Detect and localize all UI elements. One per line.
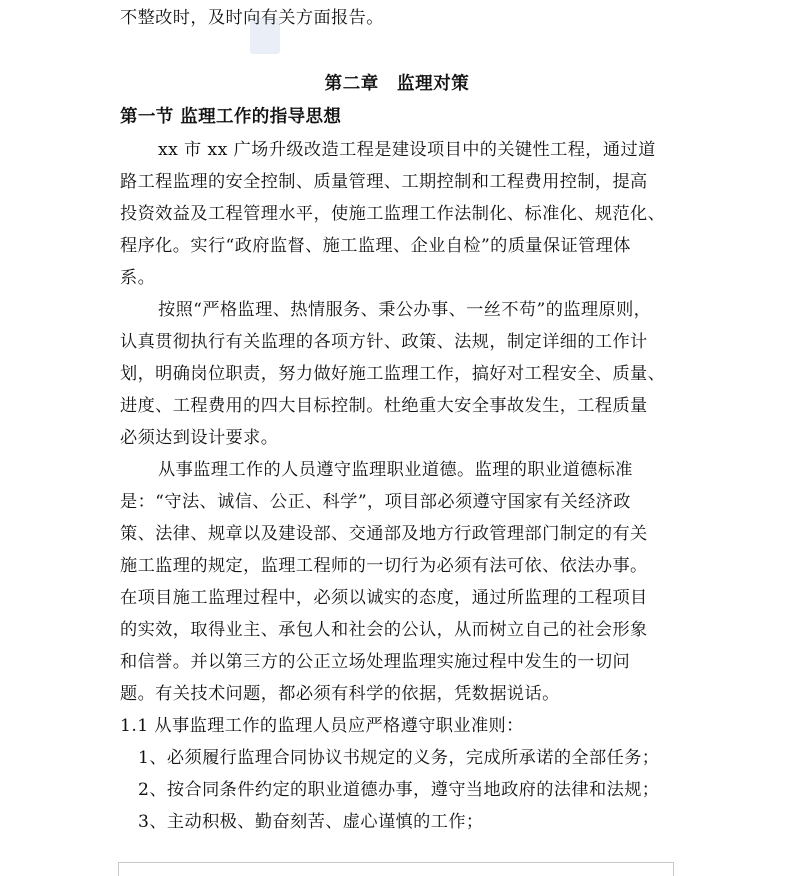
page-footer-rule	[118, 862, 674, 863]
list-item: 2、按合同条件约定的职业道德办事，遵守当地政府的法律和法规；	[138, 780, 660, 800]
paragraph-line: 和信誉。并以第三方的公正立场处理监理实施过程中发生的一切问	[120, 652, 631, 672]
paragraph-line: 投资效益及工程管理水平，使施工监理工作法制化、标准化、规范化、	[120, 204, 666, 224]
paragraph-line: 在项目施工监理过程中，必须以诚实的态度，通过所监理的工程项目	[120, 588, 648, 608]
list-item: 1、必须履行监理合同协议书规定的义务，完成所承诺的全部任务；	[138, 748, 660, 768]
paragraph-line: 进度、工程费用的四大目标控制。杜绝重大安全事故发生，工程质量	[120, 396, 648, 416]
paragraph-line: 按照“严格监理、热情服务、秉公办事、一丝不苟”的监理原则，	[158, 300, 652, 320]
paragraph-line: 不整改时，及时向有关方面报告。	[120, 8, 384, 28]
list-item: 3、主动积极、勤奋刻苦、虚心谨慎的工作；	[138, 812, 484, 832]
paragraph-line: 程序化。实行“政府监督、施工监理、企业自检”的质量保证管理体	[120, 236, 631, 256]
paragraph-line: 路工程监理的安全控制、质量管理、工期控制和工程费用控制，提高	[120, 172, 648, 192]
paragraph-line: 划，明确岗位职责，努力做好施工监理工作，搞好对工程安全、质量、	[120, 364, 666, 384]
paragraph-line: 是：“守法、诚信、公正、科学”，项目部必须遵守国家有关经济政	[120, 492, 631, 512]
page-corner-mark-right	[673, 862, 674, 876]
chapter-title: 第二章 监理对策	[324, 74, 470, 94]
section-title: 第一节 监理工作的指导思想	[120, 107, 342, 127]
page-corner-mark-left	[118, 862, 119, 876]
paragraph-line: 从事监理工作的人员遵守监理职业道德。监理的职业道德标准	[158, 460, 633, 480]
paragraph-line: 策、法律、规章以及建设部、交通部及地方行政管理部门制定的有关	[120, 524, 648, 544]
paragraph-line: 题。有关技术问题，都必须有科学的依据，凭数据说话。	[120, 684, 560, 704]
paragraph-line: 施工监理的规定，监理工程师的一切行为必须有法可依、依法办事。	[120, 556, 648, 576]
paragraph-line: 认真贯彻执行有关监理的各项方针、政策、法规，制定详细的工作计	[120, 332, 648, 352]
paragraph-line: 必须达到设计要求。	[120, 428, 279, 448]
list-heading: 1.1 从事监理工作的监理人员应严格遵守职业准则：	[120, 716, 524, 736]
paragraph-line: 系。	[120, 268, 156, 288]
paragraph-line: xx 市 xx 广场升级改造工程是建设项目中的关键性工程，通过道	[158, 140, 656, 160]
paragraph-line: 的实效，取得业主、承包人和社会的公认，从而树立自己的社会形象	[120, 620, 648, 640]
